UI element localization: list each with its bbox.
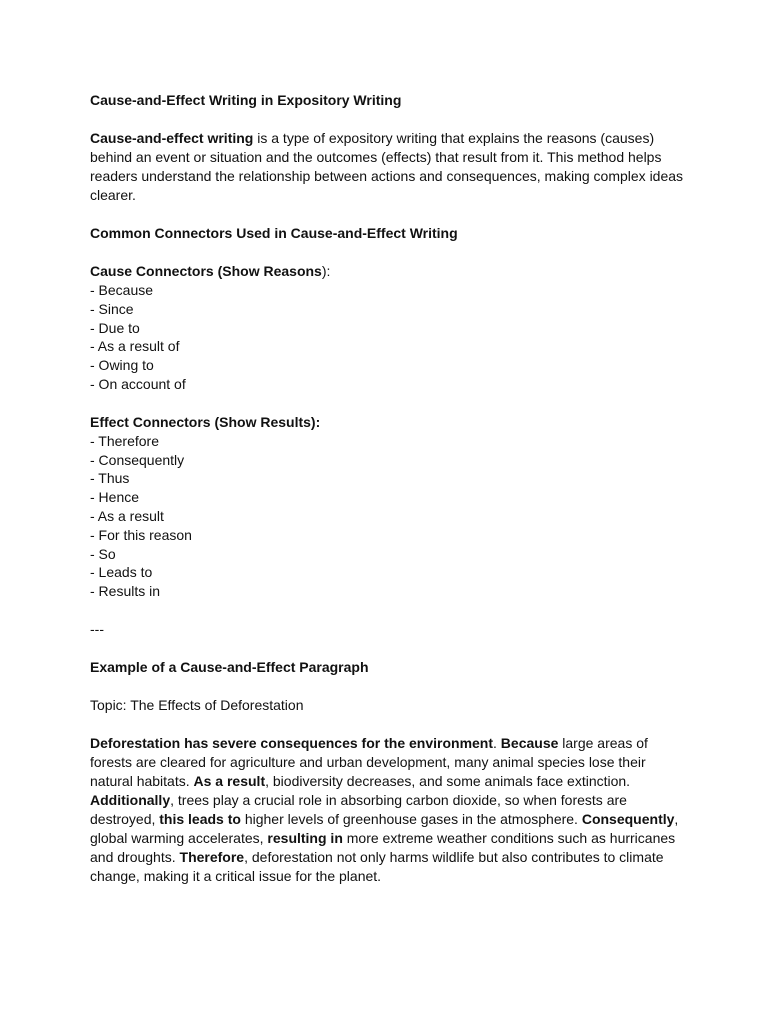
list-item: - Consequently xyxy=(90,451,185,468)
text-run: , deforestation not only harms wildlife but also contributes to climate xyxy=(244,848,664,865)
spacer xyxy=(90,243,690,262)
list-item: - Since xyxy=(90,300,134,317)
list-item: - For this reason xyxy=(90,526,192,543)
paragraph-line: change, making it a critical issue for the planet. xyxy=(90,867,382,884)
paragraph-line xyxy=(90,829,690,848)
paragraph-line xyxy=(90,772,690,791)
intro-term: Cause-and-effect writing xyxy=(90,130,254,146)
list-item: - Due to xyxy=(90,319,140,336)
text-run: destroyed, xyxy=(90,810,160,827)
list-item: - As a result xyxy=(90,507,164,524)
intro-line: clearer. xyxy=(90,187,136,203)
paragraph-line xyxy=(90,810,690,829)
effect-connector-list xyxy=(90,432,690,601)
text-run: . xyxy=(493,734,501,751)
bold-phrase: Therefore xyxy=(179,848,245,865)
text-run: higher levels of greenhouse gases in the atmosphere. xyxy=(240,810,582,827)
paragraph-line xyxy=(90,734,690,753)
list-item: - Hence xyxy=(90,489,140,506)
intro-line: behind an event or situation and the outcomes (effects) that result from it. This method helps xyxy=(90,149,662,165)
separator: --- xyxy=(90,620,104,637)
list-item: - Because xyxy=(90,282,154,298)
list-item: - Owing to xyxy=(90,357,154,374)
intro-line xyxy=(90,129,690,148)
document-page xyxy=(90,91,690,886)
bold-phrase: resulting in xyxy=(267,829,343,846)
cause-heading-text: Cause Connectors (Show Reasons xyxy=(90,263,322,279)
paragraph-line xyxy=(90,791,690,810)
text-run: , biodiversity decreases, and some animals face extinction. xyxy=(265,772,631,789)
example-heading: Example of a Cause-and-Effect Paragraph xyxy=(90,658,369,675)
paragraph-line: forests are cleared for agriculture and urban development, many animal species lose their xyxy=(90,753,646,770)
spacer xyxy=(90,110,690,129)
spacer xyxy=(90,394,690,413)
spacer xyxy=(90,677,690,696)
cause-heading xyxy=(90,262,690,281)
intro-line: readers understand the relationship between actions and consequences, making complex ideas xyxy=(90,168,684,184)
connectors-heading: Common Connectors Used in Cause-and-Effect Writing xyxy=(90,225,458,241)
text-run: , xyxy=(674,810,679,827)
spacer xyxy=(90,601,690,620)
text-run: more extreme weather conditions such as hurricanes xyxy=(342,829,676,846)
text-run: and droughts. xyxy=(90,848,180,865)
list-item: - Results in xyxy=(90,583,161,600)
intro-text: is a type of expository writing that explains the reasons (causes) xyxy=(253,130,655,146)
list-item: - Leads to xyxy=(90,564,153,581)
intro-paragraph xyxy=(90,129,690,205)
list-item: - Therefore xyxy=(90,432,159,449)
list-item: - Thus xyxy=(90,470,130,487)
cause-heading-tail: ): xyxy=(321,263,331,279)
bold-phrase: Consequently xyxy=(581,810,675,827)
bold-phrase: Because xyxy=(500,734,559,751)
document-title: Cause-and-Effect Writing in Expository Writing xyxy=(90,92,402,108)
text-run: global warming accelerates, xyxy=(90,829,268,846)
text-run: natural habitats. xyxy=(90,772,194,789)
paragraph-line xyxy=(90,848,690,867)
spacer xyxy=(90,715,690,734)
bold-phrase: As a result xyxy=(193,772,266,789)
bold-phrase: Additionally xyxy=(90,791,171,808)
effect-heading: Effect Connectors (Show Results): xyxy=(90,413,321,430)
spacer xyxy=(90,639,690,658)
bold-phrase: this leads to xyxy=(159,810,241,827)
bold-phrase: Deforestation has severe consequences for the environment xyxy=(90,734,494,751)
text-run: , trees play a crucial role in absorbing carbon dioxide, so when forests are xyxy=(170,791,627,808)
text-run: large areas of xyxy=(558,734,648,751)
cause-connector-list xyxy=(90,281,690,394)
list-item: - So xyxy=(90,545,116,562)
list-item: - On account of xyxy=(90,375,186,392)
example-paragraph xyxy=(90,734,690,886)
topic-line: Topic: The Effects of Deforestation xyxy=(90,696,304,713)
list-item: - As a result of xyxy=(90,338,180,355)
spacer xyxy=(90,205,690,224)
